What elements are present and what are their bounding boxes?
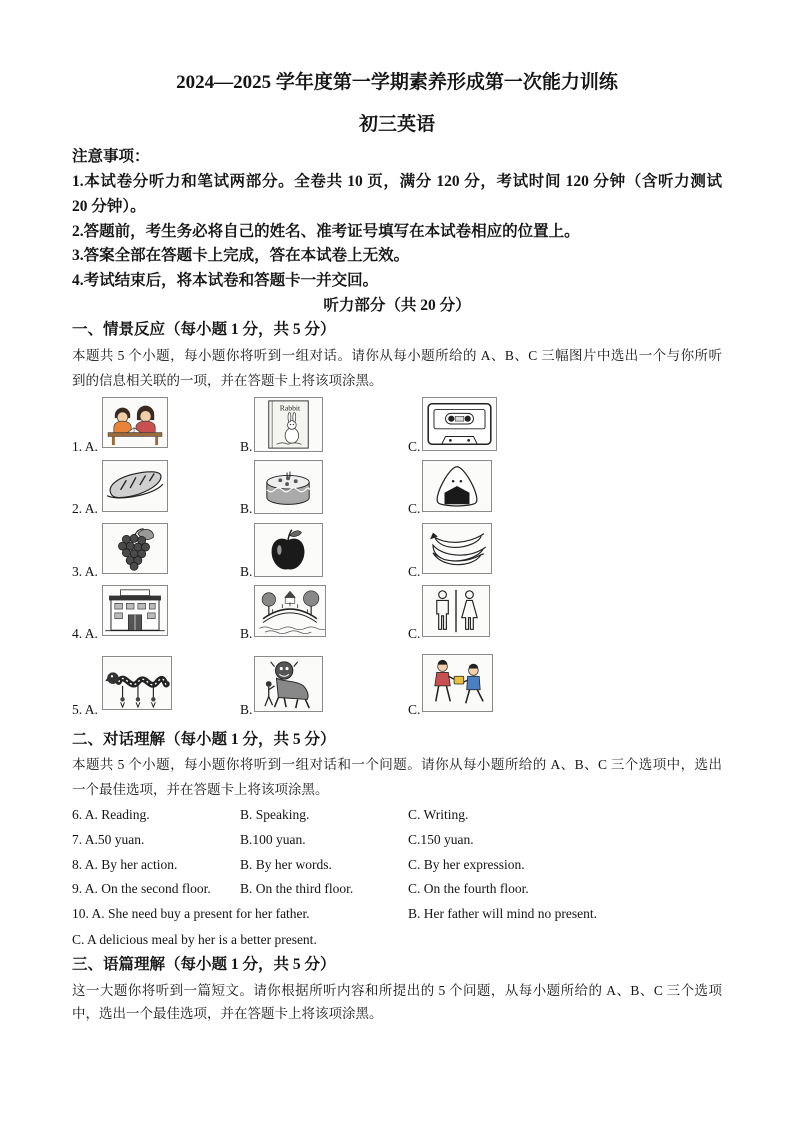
children-playing-icon	[423, 655, 492, 711]
q2-option-b-picture	[254, 460, 323, 514]
bread-loaf-icon	[103, 461, 167, 511]
notice-item-4: 4.考试结束后，将本试卷和答题卡一并交回。	[72, 272, 379, 289]
notice-item-3: 3.答案全部在答题卡上完成，答在本试卷上无效。	[72, 247, 410, 264]
q8-option-c: C. By her expression.	[408, 857, 525, 872]
section-1-instructions-line-2: 到的信息相关联的一项，并在答题卡上将该项涂黑。	[72, 373, 383, 388]
round-cake-icon	[255, 461, 322, 513]
q4-option-b-picture	[254, 585, 326, 637]
q3-option-a-label: 3. A.	[72, 564, 98, 579]
notice-item-1-line-2: 20 分钟）。	[72, 198, 146, 215]
q4-option-a-label: 4. A.	[72, 626, 98, 641]
restroom-sign-icon	[423, 586, 489, 636]
section-1-instructions-line-1: 本题共 5 个小题，每小题你将听到一组对话。请你从每小题所给的 A、B、C 三幅图片中选出一个与你所听	[72, 348, 722, 363]
q1-option-c-picture	[422, 397, 497, 451]
grapes-icon	[103, 524, 167, 573]
q7-option-b: B.100 yuan.	[240, 832, 306, 847]
q4-option-c-picture	[422, 585, 490, 637]
q1-option-a-label: 1. A.	[72, 439, 98, 454]
q1-option-a-picture	[102, 397, 168, 448]
q2-option-a-label: 2. A.	[72, 501, 98, 516]
section-2-instructions-line-1: 本题共 5 个小题，每小题你将听到一组对话和一个问题。请你从每小题所给的 A、B、C 三个选项中，选出	[72, 757, 722, 772]
q4-option-c-label: C.	[408, 626, 421, 641]
q2-option-a-picture	[102, 460, 168, 512]
q9-option-b: B. On the third floor.	[240, 881, 354, 896]
exam-subject: 初三英语	[358, 114, 435, 135]
q4-option-a-picture	[102, 585, 168, 636]
park-bridge-icon	[255, 586, 325, 636]
q10-option-a: 10. A. She need buy a present for her father.	[72, 906, 310, 921]
q6-option-a: 6. A. Reading.	[72, 807, 150, 822]
listening-part-heading: 听力部分（共 20 分）	[323, 297, 471, 314]
q5-option-a-picture	[102, 656, 172, 710]
dragon-dance-icon	[103, 657, 171, 709]
q2-option-c-picture	[422, 460, 492, 512]
q1-option-c-label: C.	[408, 439, 421, 454]
book-title-text: Rabbit	[279, 403, 301, 413]
q2-option-b-label: B.	[240, 501, 253, 516]
notice-item-1-line-1: 1.本试卷分听力和笔试两部分。全卷共 10 页，满分 120 分，考试时间 120 分钟（含听力测试	[72, 173, 722, 190]
q7-option-c: C.150 yuan.	[408, 832, 474, 847]
q3-option-b-label: B.	[240, 564, 253, 579]
bananas-icon	[423, 524, 491, 573]
lion-dance-icon	[255, 657, 322, 711]
notice-item-2: 2.答题前，考生务必将自己的姓名、准考证号填写在本试卷相应的位置上。	[72, 223, 580, 240]
q1-option-b-label: B.	[240, 439, 253, 454]
section-2-instructions-line-2: 一个最佳选项，并在答题卡上将该项涂黑。	[72, 782, 329, 797]
q1-option-b-picture	[254, 397, 323, 452]
q10-option-b: B. Her father will mind no present.	[408, 906, 597, 921]
q5-option-b-label: B.	[240, 702, 253, 717]
q4-option-b-label: B.	[240, 626, 253, 641]
rice-ball-icon	[423, 461, 491, 511]
q3-option-a-picture	[102, 523, 168, 574]
q5-option-c-label: C.	[408, 702, 421, 717]
q3-option-c-label: C.	[408, 564, 421, 579]
q3-option-b-picture	[254, 523, 323, 577]
q8-option-b: B. By her words.	[240, 857, 332, 872]
q10-option-c: C. A delicious meal by her is a better present.	[72, 932, 317, 947]
q6-option-c: C. Writing.	[408, 807, 469, 822]
section-3-heading: 三、语篇理解（每小题 1 分，共 5 分）	[72, 956, 336, 973]
q5-option-c-picture	[422, 654, 493, 712]
apple-icon	[255, 524, 322, 576]
q8-option-a: 8. A. By her action.	[72, 857, 178, 872]
building-icon	[103, 586, 167, 635]
cassette-tape-icon	[423, 398, 496, 450]
q3-option-c-picture	[422, 523, 492, 574]
section-1-heading: 一、情景反应（每小题 1 分，共 5 分）	[72, 321, 336, 338]
q7-option-a: 7. A.50 yuan.	[72, 832, 145, 847]
exam-title: 2024—2025 学年度第一学期素养形成第一次能力训练	[176, 72, 618, 93]
section-3-instructions-line-1: 这一大题你将听到一篇短文。请你根据所听内容和所提出的 5 个问题，从每小题所给的 A、B、C 三个选项	[72, 983, 722, 998]
q5-option-b-picture	[254, 656, 323, 712]
two-children-reading-icon	[103, 398, 167, 447]
notice-heading: 注意事项：	[72, 148, 150, 165]
q6-option-b: B. Speaking.	[240, 807, 310, 822]
q9-option-c: C. On the fourth floor.	[408, 881, 529, 896]
q9-option-a: 9. A. On the second floor.	[72, 881, 211, 896]
section-2-heading: 二、对话理解（每小题 1 分，共 5 分）	[72, 731, 336, 748]
q2-option-c-label: C.	[408, 501, 421, 516]
q5-option-a-label: 5. A.	[72, 702, 98, 717]
section-3-instructions-line-2: 中，选出一个最佳选项，并在答题卡上将该项涂黑。	[72, 1006, 383, 1021]
rabbit-book-icon	[255, 398, 322, 451]
